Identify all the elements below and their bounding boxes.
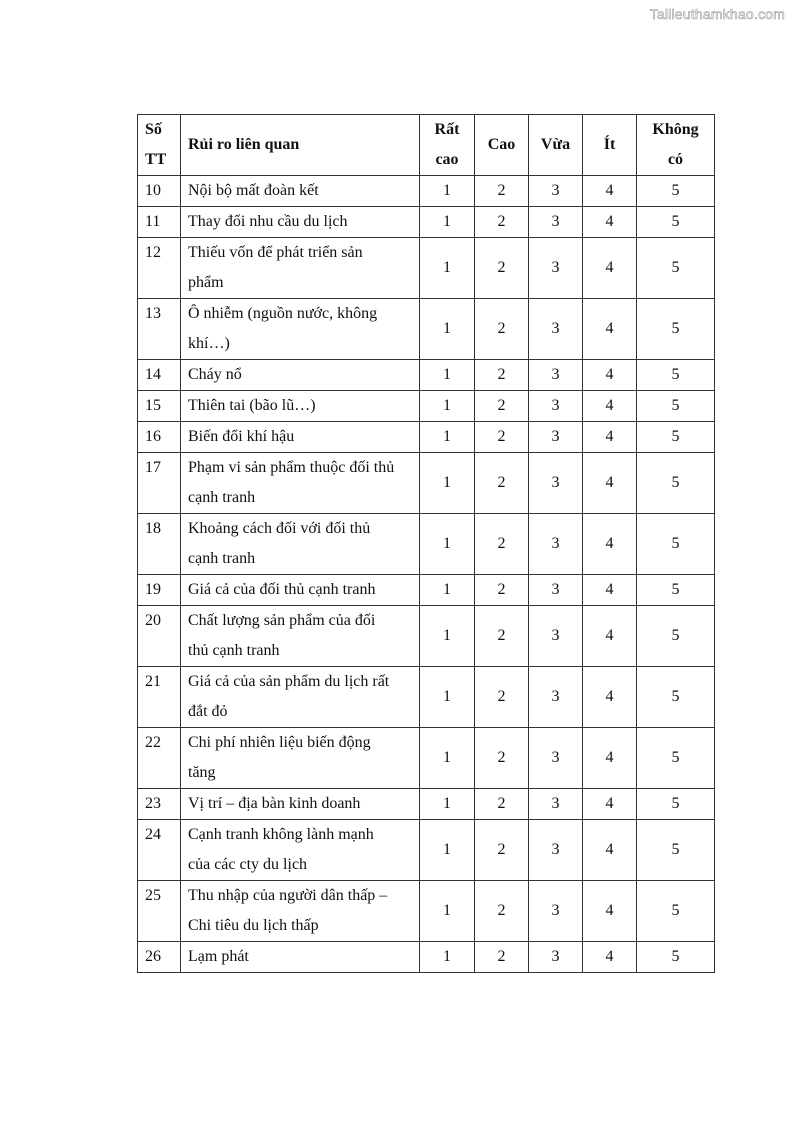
row-number: 15 (138, 391, 181, 422)
score-none: 5 (637, 820, 715, 881)
score-none: 5 (637, 360, 715, 391)
score-low: 4 (583, 728, 637, 789)
table-row (138, 391, 715, 422)
table-row (138, 238, 715, 299)
row-number: 19 (138, 575, 181, 606)
risk-label: Thiếu vốn để phát triển sản phẩm (181, 238, 420, 299)
score-low: 4 (583, 176, 637, 207)
score-medium: 3 (529, 360, 583, 391)
table-row (138, 667, 715, 728)
score-very-high: 1 (420, 606, 475, 667)
score-none: 5 (637, 881, 715, 942)
row-number: 10 (138, 176, 181, 207)
risk-label: Chất lượng sản phẩm của đối thủ cạnh tranh (181, 606, 420, 667)
score-medium: 3 (529, 942, 583, 973)
row-number: 11 (138, 207, 181, 238)
score-none: 5 (637, 575, 715, 606)
risk-label: Biến đổi khí hậu (181, 422, 420, 453)
header-row (138, 115, 715, 176)
score-very-high: 1 (420, 575, 475, 606)
score-none: 5 (637, 299, 715, 360)
score-very-high: 1 (420, 667, 475, 728)
table-row (138, 575, 715, 606)
score-medium: 3 (529, 789, 583, 820)
table-row (138, 942, 715, 973)
risk-label: Khoảng cách đối với đối thủ cạnh tranh (181, 514, 420, 575)
header-low: Ít (583, 115, 637, 176)
score-high: 2 (475, 299, 529, 360)
row-number: 14 (138, 360, 181, 391)
score-very-high: 1 (420, 422, 475, 453)
watermark: Tailieuthamkhao.com (649, 6, 785, 22)
row-number: 20 (138, 606, 181, 667)
score-very-high: 1 (420, 514, 475, 575)
score-medium: 3 (529, 667, 583, 728)
table-row (138, 728, 715, 789)
score-low: 4 (583, 360, 637, 391)
row-number: 25 (138, 881, 181, 942)
score-high: 2 (475, 514, 529, 575)
risk-label: Vị trí – địa bàn kinh doanh (181, 789, 420, 820)
row-number: 23 (138, 789, 181, 820)
header-medium: Vừa (529, 115, 583, 176)
table-row (138, 606, 715, 667)
header-none: Không có (637, 115, 715, 176)
header-high: Cao (475, 115, 529, 176)
score-medium: 3 (529, 391, 583, 422)
score-low: 4 (583, 667, 637, 728)
row-number: 17 (138, 453, 181, 514)
score-very-high: 1 (420, 820, 475, 881)
score-very-high: 1 (420, 391, 475, 422)
score-none: 5 (637, 942, 715, 973)
score-high: 2 (475, 667, 529, 728)
table-row (138, 422, 715, 453)
row-number: 22 (138, 728, 181, 789)
score-medium: 3 (529, 728, 583, 789)
score-none: 5 (637, 391, 715, 422)
score-low: 4 (583, 207, 637, 238)
table-row (138, 514, 715, 575)
score-none: 5 (637, 238, 715, 299)
header-no: Số TT (138, 115, 181, 176)
header-risk: Rủi ro liên quan (181, 115, 420, 176)
score-medium: 3 (529, 606, 583, 667)
score-high: 2 (475, 789, 529, 820)
score-high: 2 (475, 453, 529, 514)
row-number: 21 (138, 667, 181, 728)
score-low: 4 (583, 299, 637, 360)
table-row (138, 453, 715, 514)
score-none: 5 (637, 514, 715, 575)
score-medium: 3 (529, 575, 583, 606)
score-high: 2 (475, 391, 529, 422)
risk-label: Giá cả của sản phẩm du lịch rất đắt đỏ (181, 667, 420, 728)
score-low: 4 (583, 881, 637, 942)
score-medium: 3 (529, 422, 583, 453)
risk-label: Thay đổi nhu cầu du lịch (181, 207, 420, 238)
score-high: 2 (475, 881, 529, 942)
score-very-high: 1 (420, 207, 475, 238)
score-very-high: 1 (420, 942, 475, 973)
score-low: 4 (583, 606, 637, 667)
score-very-high: 1 (420, 238, 475, 299)
score-low: 4 (583, 238, 637, 299)
risk-table (137, 114, 715, 973)
score-high: 2 (475, 606, 529, 667)
risk-label: Thu nhập của người dân thấp – Chi tiêu du lịch thấp (181, 881, 420, 942)
score-high: 2 (475, 728, 529, 789)
risk-label: Thiên tai (bão lũ…) (181, 391, 420, 422)
score-none: 5 (637, 422, 715, 453)
score-very-high: 1 (420, 789, 475, 820)
score-high: 2 (475, 360, 529, 391)
table-row (138, 789, 715, 820)
risk-label: Cháy nổ (181, 360, 420, 391)
risk-label: Nội bộ mất đoàn kết (181, 176, 420, 207)
score-none: 5 (637, 728, 715, 789)
score-none: 5 (637, 176, 715, 207)
score-high: 2 (475, 422, 529, 453)
score-low: 4 (583, 575, 637, 606)
row-number: 26 (138, 942, 181, 973)
row-number: 16 (138, 422, 181, 453)
score-none: 5 (637, 207, 715, 238)
row-number: 12 (138, 238, 181, 299)
score-medium: 3 (529, 176, 583, 207)
risk-label: Giá cả của đối thủ cạnh tranh (181, 575, 420, 606)
score-low: 4 (583, 820, 637, 881)
score-low: 4 (583, 514, 637, 575)
table-row (138, 299, 715, 360)
risk-label: Cạnh tranh không lành mạnh của các cty du lịch (181, 820, 420, 881)
score-medium: 3 (529, 299, 583, 360)
score-high: 2 (475, 176, 529, 207)
score-none: 5 (637, 789, 715, 820)
score-high: 2 (475, 942, 529, 973)
score-high: 2 (475, 575, 529, 606)
score-medium: 3 (529, 514, 583, 575)
score-very-high: 1 (420, 299, 475, 360)
score-very-high: 1 (420, 728, 475, 789)
score-high: 2 (475, 207, 529, 238)
score-medium: 3 (529, 207, 583, 238)
score-very-high: 1 (420, 881, 475, 942)
score-medium: 3 (529, 453, 583, 514)
score-none: 5 (637, 453, 715, 514)
table-row (138, 881, 715, 942)
table-row (138, 820, 715, 881)
table-row (138, 360, 715, 391)
score-low: 4 (583, 453, 637, 514)
score-high: 2 (475, 820, 529, 881)
score-none: 5 (637, 667, 715, 728)
row-number: 13 (138, 299, 181, 360)
score-low: 4 (583, 942, 637, 973)
score-medium: 3 (529, 881, 583, 942)
row-number: 18 (138, 514, 181, 575)
risk-label: Phạm vi sản phẩm thuộc đối thủ cạnh tranh (181, 453, 420, 514)
row-number: 24 (138, 820, 181, 881)
risk-label: Lạm phát (181, 942, 420, 973)
score-low: 4 (583, 789, 637, 820)
risk-label: Ô nhiễm (nguồn nước, không khí…) (181, 299, 420, 360)
table-row (138, 207, 715, 238)
score-none: 5 (637, 606, 715, 667)
score-very-high: 1 (420, 360, 475, 391)
risk-label: Chi phí nhiên liệu biến động tăng (181, 728, 420, 789)
score-medium: 3 (529, 820, 583, 881)
score-very-high: 1 (420, 176, 475, 207)
score-low: 4 (583, 391, 637, 422)
score-medium: 3 (529, 238, 583, 299)
score-very-high: 1 (420, 453, 475, 514)
score-low: 4 (583, 422, 637, 453)
score-high: 2 (475, 238, 529, 299)
table-row (138, 176, 715, 207)
header-very-high: Rất cao (420, 115, 475, 176)
